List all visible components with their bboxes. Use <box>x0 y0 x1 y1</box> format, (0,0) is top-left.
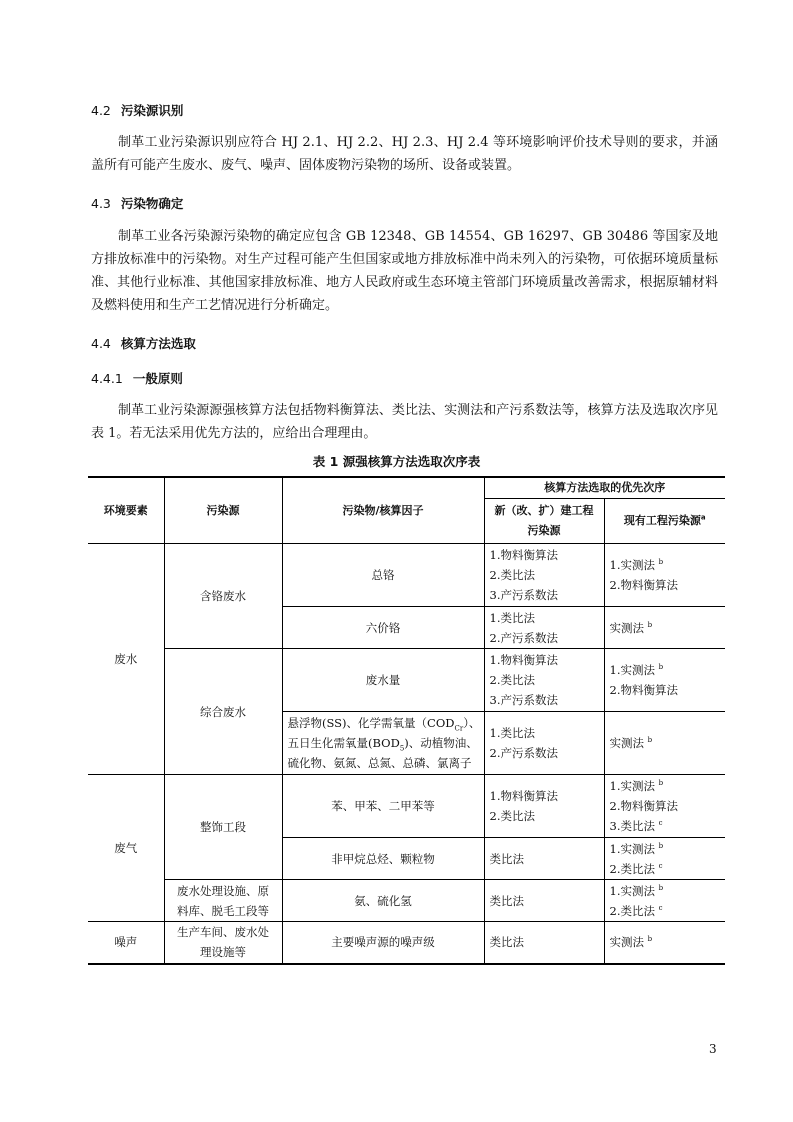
table-row <box>88 880 725 922</box>
new-methods: 类比法 <box>484 922 604 964</box>
table-caption: 表 1 源强核算方法选取次序表 <box>312 454 481 469</box>
factor-wastewater-pollutants: 悬浮物(SS)、化学需氧量$(COD_{Cr})$、 五日生化需氧量$(BOD_5)$、动植物油、 硫化物、氨氮、总氮、总磷、氯离子 <box>282 712 484 775</box>
header-new-source: 新（改、扩）建工程 污染源 <box>484 499 604 544</box>
new-methods: 类比法 <box>484 880 604 922</box>
new-methods: 1.物料衡算法 2.类比法 3.产污系数法 <box>484 649 604 712</box>
element-wastewater: 废水 <box>88 544 164 775</box>
section-4-4-1-heading: 4.4.1 一般原则 <box>91 371 183 386</box>
element-noise: 噪声 <box>88 922 164 964</box>
source-chrome-wastewater: 含铬废水 <box>164 544 282 649</box>
header-element: 环境要素 <box>88 477 164 544</box>
header-priority: 核算方法选取的优先次序 <box>484 477 725 499</box>
header-factor: 污染物/核算因子 <box>282 477 484 544</box>
header-existing-source: 现有工程污染源$^a$ <box>604 499 725 544</box>
existing-methods: 1.实测法 $^b$ 2.物料衡算法 3.类比法 $^c$ <box>604 775 725 838</box>
existing-methods: 1.实测法 $^b$ 2.类比法 $^c$ <box>604 880 725 922</box>
method-selection-table <box>88 476 725 965</box>
table-row <box>88 544 725 607</box>
table-row <box>88 922 725 964</box>
section-4-4-heading: 4.4 核算方法选取 <box>91 336 196 351</box>
factor-nmhc-particulates: 非甲烷总烃、颗粒物 <box>282 838 484 880</box>
existing-methods: 1.实测法 $^b$ 2.物料衡算法 <box>604 649 725 712</box>
new-methods: 1.类比法 2.产污系数法 <box>484 607 604 649</box>
element-exhaust: 废气 <box>88 775 164 922</box>
factor-wastewater-volume: 废水量 <box>282 649 484 712</box>
source-finishing-section: 整饰工段 <box>164 775 282 880</box>
page-number: 3 <box>709 1042 717 1056</box>
new-methods: 1.物料衡算法 2.类比法 <box>484 775 604 838</box>
factor-benzene-series: 苯、甲苯、二甲苯等 <box>282 775 484 838</box>
section-4-4-1-paragraph: 制革工业污染源源强核算方法包括物料衡算法、类比法、实测法和产污系数法等，核算方法及选取次序见表 1。若无法采用优先方法的，应给出合理理由。 <box>91 403 718 441</box>
source-combined-wastewater: 综合废水 <box>164 649 282 775</box>
existing-methods: 1.实测法 $^b$ 2.类比法 $^c$ <box>604 838 725 880</box>
section-4-2-paragraph: 制革工业污染源识别应符合 HJ 2.1、HJ 2.2、HJ 2.3、HJ 2.4 等环境影响评价技术导则的要求，并涵盖所有可能产生废水、废气、噪声、固体废物污染物的场所、设备或装置。 <box>91 135 718 173</box>
new-methods: 1.类比法 2.产污系数法 <box>484 712 604 775</box>
existing-methods: 实测法 $^b$ <box>604 712 725 775</box>
table-row <box>88 649 725 712</box>
section-4-2-heading: 4.2 污染源识别 <box>91 103 184 118</box>
source-workshops: 生产车间、废水处 理设施等 <box>164 922 282 964</box>
section-4-3-heading: 4.3 污染物确定 <box>91 196 184 211</box>
factor-ammonia-h2s: 氨、硫化氢 <box>282 880 484 922</box>
factor-total-chromium: 总铬 <box>282 544 484 607</box>
existing-methods: 1.实测法 $^b$ 2.物料衡算法 <box>604 544 725 607</box>
table-row <box>88 775 725 838</box>
section-4-3-paragraph: 制革工业各污染源污染物的确定应包含 GB 12348、GB 14554、GB 16297、GB 30486 等国家及地方排放标准中的污染物。对生产过程可能产生但国家或地方排放标准中尚未列入的污染物，可依据环境质量标准、其他行业标准、其他国家排放标准、地方人民政府或生态环境主管部门环境质量改善需求，根据原辅材料及燃料使用和生产工艺情况进行分析确定。 <box>91 229 718 313</box>
existing-methods: 实测法 $^b$ <box>604 922 725 964</box>
source-facilities: 废水处理设施、原 料库、脱毛工段等 <box>164 880 282 922</box>
factor-hexavalent-chromium: 六价铬 <box>282 607 484 649</box>
table-header-row-1 <box>88 477 725 499</box>
header-source: 污染源 <box>164 477 282 544</box>
new-methods: 类比法 <box>484 838 604 880</box>
new-methods: 1.物料衡算法 2.类比法 3.产污系数法 <box>484 544 604 607</box>
existing-methods: 实测法 $^b$ <box>604 607 725 649</box>
factor-noise-level: 主要噪声源的噪声级 <box>282 922 484 964</box>
